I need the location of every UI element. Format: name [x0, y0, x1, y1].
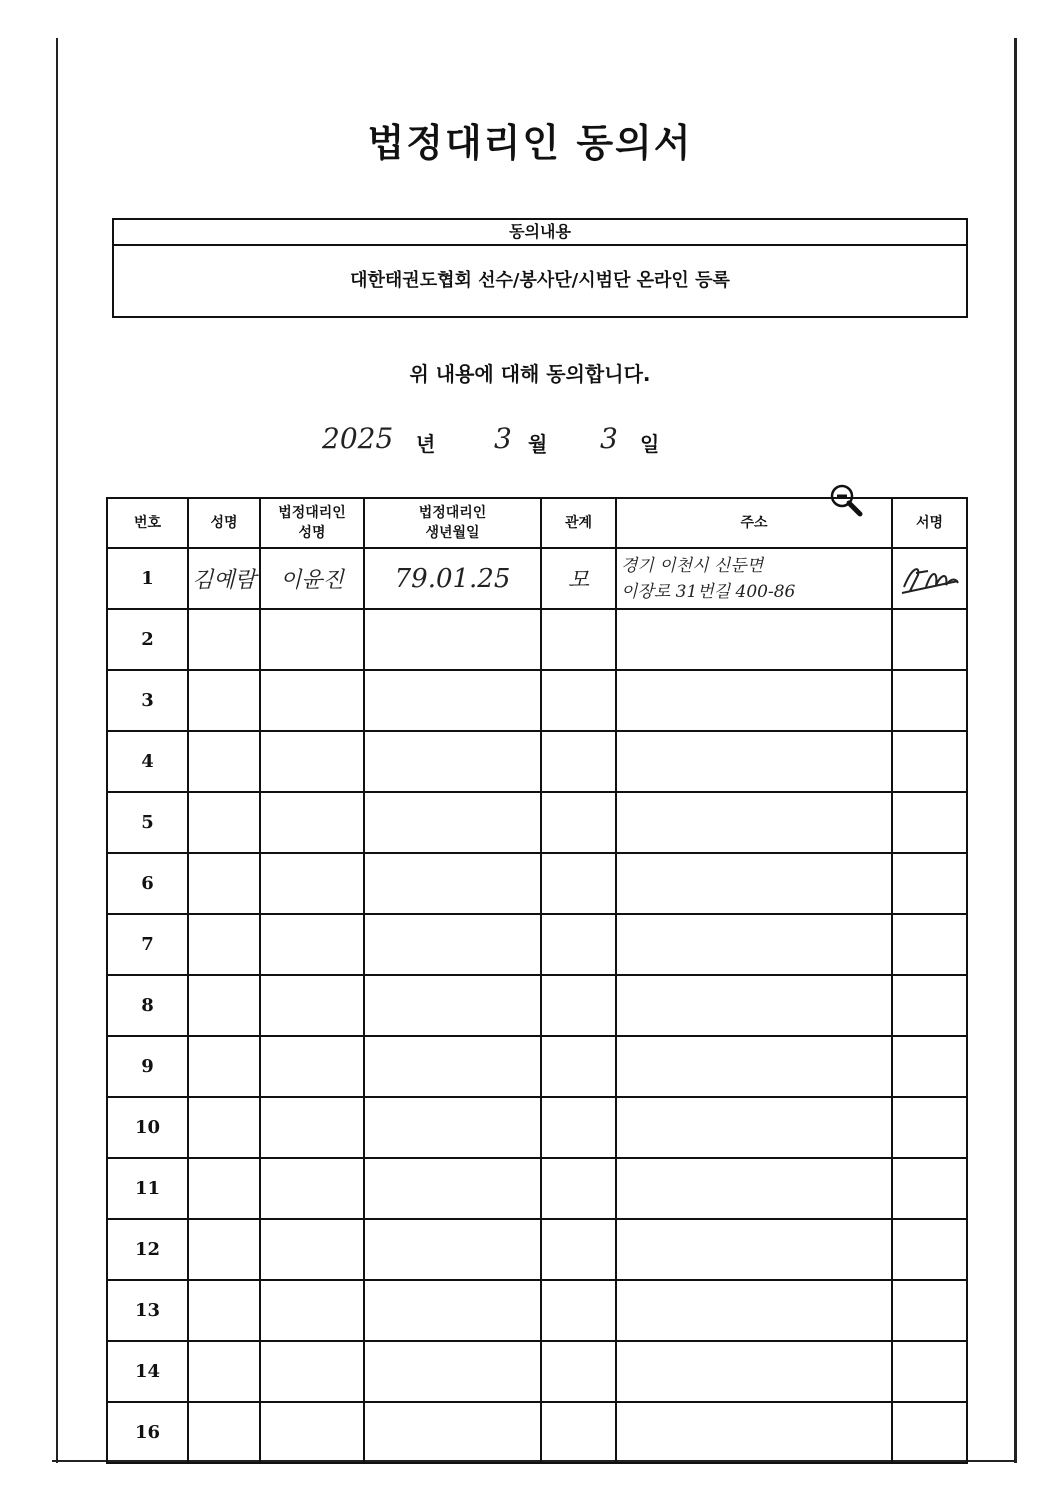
guardian-name [260, 1036, 364, 1097]
address-cell [616, 1219, 892, 1280]
signature-cell [892, 914, 967, 975]
header-guardian-birth-label: 법정대리인 생년월일 [418, 505, 487, 541]
row-number: 7 [107, 914, 188, 975]
guardian-birth [364, 1097, 541, 1158]
page-border-right [1014, 38, 1017, 1463]
student-name [188, 1097, 260, 1158]
address-cell [616, 609, 892, 670]
table-row [107, 1097, 967, 1158]
address-cell [616, 1280, 892, 1341]
signature-cell [892, 731, 967, 792]
relation [541, 1280, 616, 1341]
table-row [107, 670, 967, 731]
row-number: 16 [107, 1402, 188, 1463]
table-row [107, 975, 967, 1036]
row-number: 12 [107, 1219, 188, 1280]
guardian-name [260, 1097, 364, 1158]
guardian-birth [364, 670, 541, 731]
table-row [107, 914, 967, 975]
header-no [107, 498, 188, 548]
guardian-birth [364, 914, 541, 975]
guardian-name [260, 1219, 364, 1280]
guardian-birth [364, 1219, 541, 1280]
row-number: 13 [107, 1280, 188, 1341]
relation [541, 914, 616, 975]
row-number: 11 [107, 1158, 188, 1219]
relation [541, 853, 616, 914]
signature-cell [892, 792, 967, 853]
guardian-name [260, 1280, 364, 1341]
table-row [107, 1341, 967, 1402]
guardian-birth [364, 609, 541, 670]
row-number: 9 [107, 1036, 188, 1097]
relation [541, 975, 616, 1036]
relation [541, 731, 616, 792]
address-cell [616, 1341, 892, 1402]
guardian-name [260, 975, 364, 1036]
student-name [188, 1341, 260, 1402]
guardian-birth [364, 1036, 541, 1097]
relation [541, 1219, 616, 1280]
table-row [107, 1402, 967, 1463]
signature-cell [892, 609, 967, 670]
student-name [188, 853, 260, 914]
row-number: 3 [107, 670, 188, 731]
student-name [188, 914, 260, 975]
date-day: 3 [600, 422, 618, 455]
guardian-birth [364, 1158, 541, 1219]
relation [541, 609, 616, 670]
signature-cell [892, 1219, 967, 1280]
consent-body: 대한태권도협회 선수/봉사단/시범단 온라인 등록 [350, 270, 730, 291]
guardian-name [260, 1158, 364, 1219]
guardian-birth [364, 1280, 541, 1341]
guardian-name: 이윤진 [260, 548, 364, 609]
row-number: 14 [107, 1341, 188, 1402]
relation [541, 1158, 616, 1219]
table-row [107, 1158, 967, 1219]
relation: 모 [541, 548, 616, 609]
relation [541, 1036, 616, 1097]
table-header-row [107, 498, 967, 548]
signature-cell [892, 1402, 967, 1463]
table-row [107, 548, 967, 609]
header-guardian-name-label: 법정대리인 성명 [278, 505, 346, 541]
relation [541, 1402, 616, 1463]
guardian-name [260, 1341, 364, 1402]
row-number: 4 [107, 731, 188, 792]
row-number: 10 [107, 1097, 188, 1158]
guardian-birth [364, 792, 541, 853]
signature-cell [892, 1280, 967, 1341]
student-name [188, 975, 260, 1036]
header-relation [541, 498, 616, 548]
row-number: 8 [107, 975, 188, 1036]
date-year: 2025 [322, 422, 394, 455]
row-number: 6 [107, 853, 188, 914]
address-cell [616, 1158, 892, 1219]
guardian-name [260, 1402, 364, 1463]
row-number: 2 [107, 609, 188, 670]
header-signature [892, 498, 967, 548]
date-month: 3 [494, 422, 512, 455]
agree-statement: 위 내용에 대해 동의합니다. [409, 362, 651, 386]
header-no-label: 번호 [133, 515, 162, 531]
relation [541, 1341, 616, 1402]
student-name [188, 792, 260, 853]
signature-cell [892, 670, 967, 731]
student-name: 김예람 [188, 548, 260, 609]
header-address [616, 498, 892, 548]
header-guardian-name [260, 498, 364, 548]
page-border-left [56, 38, 58, 1463]
guardian-birth [364, 1341, 541, 1402]
student-name [188, 609, 260, 670]
table-row [107, 853, 967, 914]
header-signature-label: 서명 [915, 515, 944, 531]
relation [541, 670, 616, 731]
header-name [188, 498, 260, 548]
guardian-name [260, 731, 364, 792]
header-address-label: 주소 [740, 515, 768, 531]
address-cell [616, 975, 892, 1036]
address-cell [616, 731, 892, 792]
address-cell [616, 853, 892, 914]
address-cell [616, 670, 892, 731]
address-cell [616, 792, 892, 853]
guardian-name [260, 914, 364, 975]
signature-cell [892, 1341, 967, 1402]
signature-cell [892, 1097, 967, 1158]
table-row [107, 792, 967, 853]
date-month-unit: 월 [528, 432, 548, 456]
guardian-name [260, 853, 364, 914]
student-name [188, 1036, 260, 1097]
guardian-birth [364, 853, 541, 914]
signature-cell [892, 975, 967, 1036]
signature-cell [892, 548, 967, 609]
student-name [188, 1280, 260, 1341]
document-title: 법정대리인 동의서 [367, 121, 693, 165]
guardian-birth: 79.01.25 [364, 548, 541, 609]
signature-cell [892, 1158, 967, 1219]
student-name [188, 731, 260, 792]
consent-header: 동의내용 [114, 220, 966, 246]
guardian-name [260, 609, 364, 670]
signature-cell [892, 853, 967, 914]
date-year-unit: 년 [416, 432, 436, 456]
registration-table [106, 497, 968, 1464]
row-number: 5 [107, 792, 188, 853]
relation [541, 1097, 616, 1158]
header-relation-label: 관계 [564, 515, 593, 531]
header-guardian-birth [364, 498, 541, 548]
date-row [0, 414, 1060, 464]
guardian-birth [364, 1402, 541, 1463]
header-name-label: 성명 [210, 515, 238, 531]
guardian-birth [364, 975, 541, 1036]
address-line1: 경기 이천시 신둔면 [621, 555, 764, 576]
student-name [188, 1219, 260, 1280]
student-name [188, 1402, 260, 1463]
table-row [107, 1280, 967, 1341]
signature-cell [892, 1036, 967, 1097]
guardian-birth [364, 731, 541, 792]
date-day-unit: 일 [640, 432, 660, 456]
student-name [188, 670, 260, 731]
table-row [107, 731, 967, 792]
student-name [188, 1158, 260, 1219]
table-row [107, 609, 967, 670]
consent-box [112, 218, 968, 318]
guardian-name [260, 670, 364, 731]
table-row [107, 1036, 967, 1097]
address-cell [616, 1402, 892, 1463]
address-cell [616, 548, 892, 609]
handwritten-signature [898, 557, 962, 597]
address-cell [616, 914, 892, 975]
table-row [107, 1219, 967, 1280]
row-number: 1 [107, 548, 188, 609]
address-cell [616, 1036, 892, 1097]
address-cell [616, 1097, 892, 1158]
relation [541, 792, 616, 853]
address-line2: 이장로 31번길 400-86 [621, 581, 796, 602]
guardian-name [260, 792, 364, 853]
